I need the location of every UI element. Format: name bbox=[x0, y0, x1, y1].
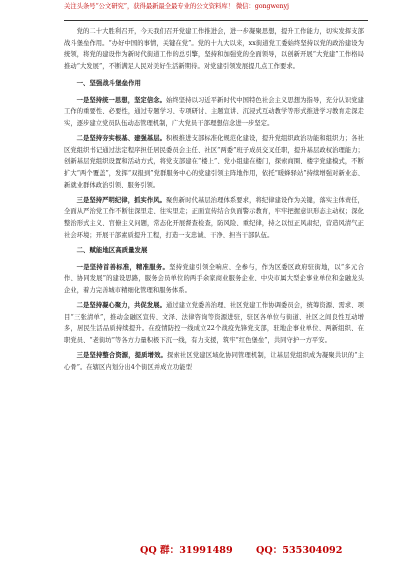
paragraph-lead: 三是坚持整合资源，提质增效。 bbox=[76, 352, 167, 360]
paragraph-text: 探索社区党建区域化协同管理机制，让基层党组织成为凝聚共识的“主心骨”。在辖区内划分出4个街区并成立功能型 bbox=[64, 352, 364, 371]
section-1-paragraph-3 bbox=[64, 195, 364, 241]
section-heading-2: 二、赋能地区高质量发展 bbox=[76, 245, 148, 254]
paragraph-text: 通过建立党委善治理、社区党建工作协调委员会，统筹资源、需求、项目“三张清单”，推动金融区宣传、文泽、法律咨询等资源进驻，驻区各单位与街道、社区之间良性互动增多，居民生活品质持续提升。在疫情防控一线成立22个战疫先锋党支部，驻地企事业单位、两新组织、在职党员、“老街坊”等各方力量积极下沉一线，有力支援，筑牢“红色堡垒”，共同守护一方平安。 bbox=[64, 302, 364, 345]
header-banner bbox=[64, 2, 364, 11]
section-2-paragraph-2 bbox=[64, 300, 364, 346]
paragraph-text: 积极推进支部标准化规范化建设，提升党组织政治功能和组织力；各社区党组织书记通过法定程序担任居民委员会主任、社区“两委”班子成员交叉任职，提升基层政权治理能力；创新基层党组织设置和活动方式，将党支部建在“楼上”、党小组建在楼门，探索商圈、楼宇党建模式，不断扩大“两个覆盖”，发挥“双报到”党群服务中心的党建引领主阵地作用，依托“暖蜂驿站”持续增强对新业态、新就业群体政治引领、服务引领。 bbox=[64, 135, 364, 189]
paragraph-text: 坚持党建引领全响应、全参与，作为区委区政府驻街地，以“多元合作、协同发展”的建设思路，服务会员单位的两手余家商业服务企业、中央市属大型企事业单位和金融龙头企业，着力完善城市精细化管理和服务体系。 bbox=[64, 263, 364, 295]
header-rule bbox=[64, 20, 368, 21]
footer-qq-number: QQ：535304092 bbox=[256, 545, 343, 556]
paragraph-lead: 一是坚持统一思想，坚定信念。 bbox=[76, 96, 167, 104]
section-1-paragraph-1 bbox=[64, 95, 364, 130]
banner-wechat-id: gongwenyj bbox=[254, 2, 289, 10]
section-2-paragraph-3 bbox=[64, 350, 364, 373]
section-2-paragraph-1 bbox=[64, 262, 364, 297]
section-1-paragraph-2 bbox=[64, 133, 364, 191]
section-heading-1: 一、坚强战斗堡垒作用 bbox=[76, 78, 141, 87]
intro-paragraph: 党的二十大胜利召开，今天我们召开党建工作推进会，进一步凝聚思想，提升工作能力，切实发挥支部战斗堡垒作用。“办好中国的事情，关键在党”。党的十九大以来，xx街道党工委始终坚持以党的政治建设为统领，将党的建设作为新时代街道工作的总引擎，坚持和加强党的全面领导，以创新开展“大党建”工作格局推动“大发展”，不断满足人民对美好生活新期待。对党建引领发展提几点工作要求。 bbox=[64, 28, 364, 70]
paragraph-lead: 二是坚持凝心聚力，共促发展。 bbox=[76, 302, 167, 310]
paragraph-lead: 一是坚持首善标准，精准服务。 bbox=[76, 263, 170, 271]
paragraph-text: 聚焦新时代基层治理体系要求，将纪律建设作为关键，落实主体责任，全面从严治党工作不断往深里走、往实里走；正面宣传结合负面警示教育，牢牢把握意识形态主动权；深化整治形式主义、官僚主义问题，常态化开展督查检查，防风险、重纪律，持之以恒正风肃纪，营造风清气正社会环境；开展干部素质提升工程，打造一支忠诚、干净、担当干部队伍。 bbox=[64, 196, 364, 239]
paragraph-lead: 二是坚持夯实根基、建强基层。 bbox=[76, 135, 167, 143]
banner-text: 关注头条号“公文研究”，获得最新最全最专业的公文资料库！ 微信： bbox=[64, 2, 255, 10]
paragraph-text: 始终坚持以习近平新时代中国特色社会主义思想为指导，充分认识党建工作的重要性、必要性，通过专题学习、专项研讨、主题宣讲、沉浸式互动教学等形式推进学习教育走深走实，逐步建立党员队伍动态管理机制，广大党员干部理想信念进一步坚定。 bbox=[64, 96, 364, 128]
footer-qq-group: QQ 群：31991489 bbox=[140, 545, 233, 556]
document-body bbox=[64, 26, 364, 377]
paragraph-lead: 三是坚持严明纪律，抓实作风。 bbox=[76, 196, 167, 204]
